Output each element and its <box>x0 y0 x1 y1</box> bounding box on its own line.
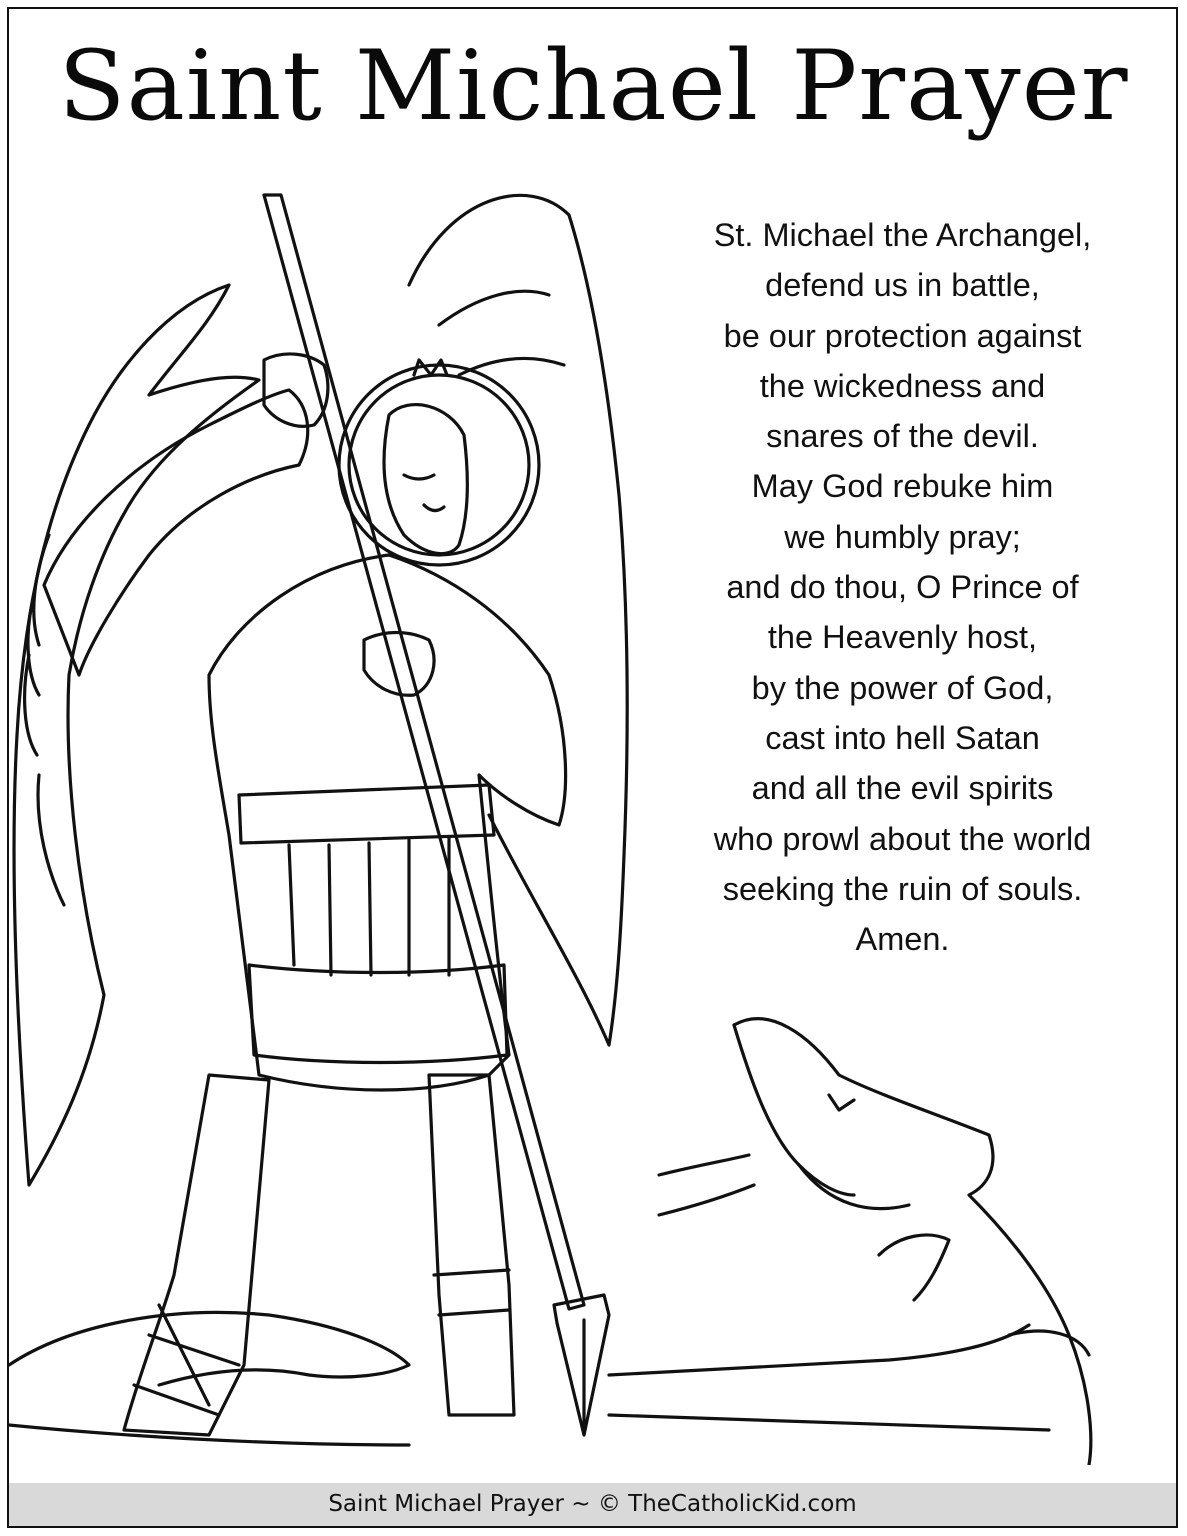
prayer-line: be our protection against <box>723 317 1082 354</box>
right-leg <box>429 1075 514 1415</box>
prayer-line: St. Michael the Archangel, <box>713 217 1092 253</box>
page-title: Saint Michael Prayer <box>58 30 1129 142</box>
halo <box>339 365 539 565</box>
prayer-line: Amen. <box>855 921 950 958</box>
prayer-line: and all the evil spirits <box>751 770 1054 807</box>
footer-credit: Saint Michael Prayer ~ © TheCatholicKid.com <box>9 1483 1176 1526</box>
prayer-line: defend us in battle, <box>765 267 1040 304</box>
prayer-line: May God rebuke him <box>751 468 1054 505</box>
prayer-line: cast into hell Satan <box>765 719 1040 756</box>
tunic <box>209 555 566 1090</box>
dragon <box>659 1019 1091 1465</box>
prayer-line: snares of the devil. <box>766 418 1039 455</box>
prayer-line: by the power of God, <box>751 669 1054 706</box>
prayer-line: we humbly pray; <box>784 518 1021 555</box>
prayer-line: and do thou, O Prince of <box>726 569 1079 606</box>
dragon-tail <box>9 1312 409 1385</box>
prayer-text <box>665 210 1140 964</box>
prayer-line: the wickedness and <box>759 367 1046 404</box>
prayer-line: who prowl about the world <box>713 820 1092 857</box>
prayer-line: seeking the ruin of souls. <box>722 870 1083 907</box>
prayer-line: the Heavenly host, <box>767 619 1038 656</box>
